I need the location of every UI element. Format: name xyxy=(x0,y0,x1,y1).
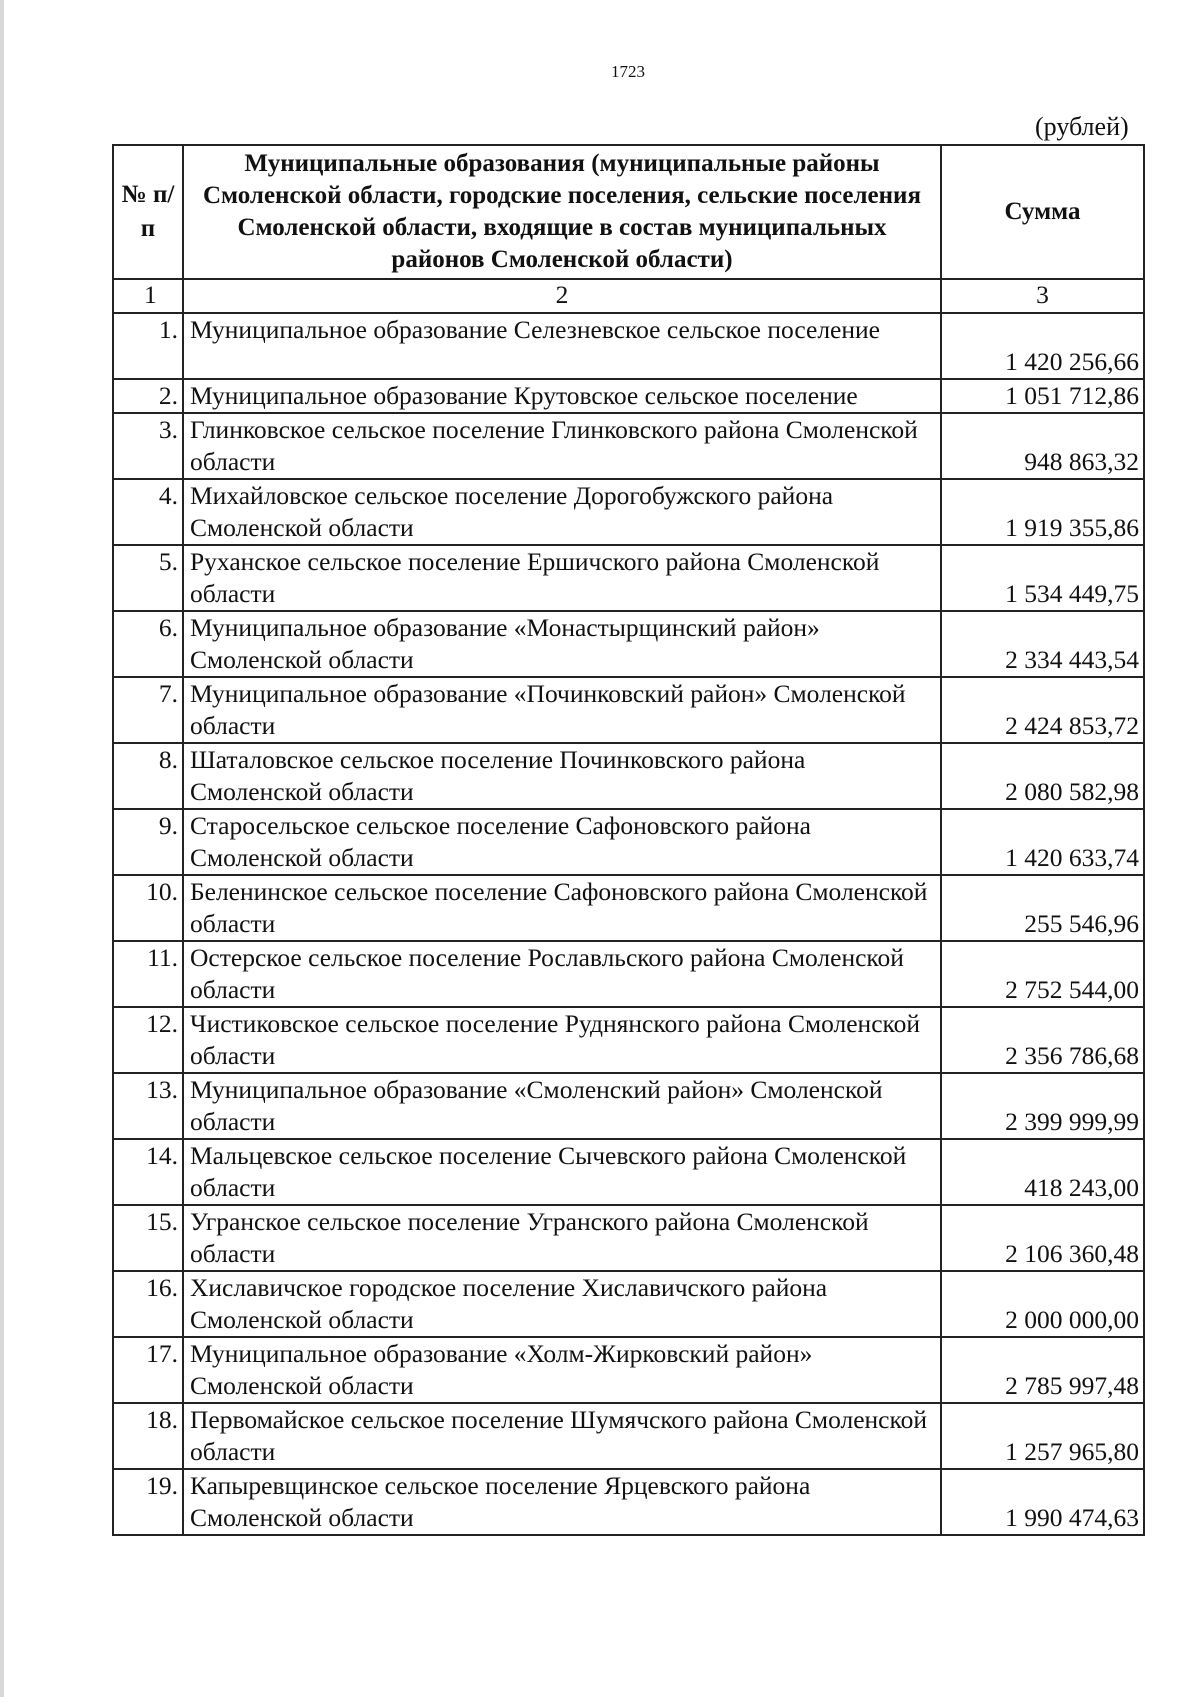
table-row xyxy=(113,413,1144,479)
row-amount: 2 752 544,00 xyxy=(941,941,1144,1007)
row-number: 11. xyxy=(113,941,183,1007)
row-number: 15. xyxy=(113,1205,183,1271)
row-number: 14. xyxy=(113,1139,183,1205)
table-row xyxy=(113,1469,1144,1535)
row-amount: 1 051 712,86 xyxy=(941,379,1144,413)
column-numbers-row xyxy=(113,279,1144,313)
row-amount: 1 257 965,80 xyxy=(941,1403,1144,1469)
page-number: 1723 xyxy=(611,62,645,81)
table-row xyxy=(113,1007,1144,1073)
row-amount: 2 424 853,72 xyxy=(941,677,1144,743)
row-number: 16. xyxy=(113,1271,183,1337)
table-row xyxy=(113,809,1144,875)
header-number: № п/п xyxy=(113,145,183,279)
table-row xyxy=(113,941,1144,1007)
unit-note: (рублей) xyxy=(1035,112,1129,141)
row-amount: 2 334 443,54 xyxy=(941,611,1144,677)
column-number-2: 2 xyxy=(183,279,941,313)
row-amount: 2 356 786,68 xyxy=(941,1007,1144,1073)
row-amount: 1 919 355,86 xyxy=(941,479,1144,545)
row-number: 2. xyxy=(113,379,183,413)
header-sum: Сумма xyxy=(941,145,1144,279)
column-number-3: 3 xyxy=(941,279,1144,313)
row-municipality-name: Остерское сельское поселение Рославльского района Смоленской области xyxy=(183,941,941,1007)
row-municipality-name: Руханское сельское поселение Ершичского района Смоленской области xyxy=(183,545,941,611)
column-number-1: 1 xyxy=(113,279,183,313)
row-municipality-name: Глинковское сельское поселение Глинковского района Смоленской области xyxy=(183,413,941,479)
row-number: 6. xyxy=(113,611,183,677)
row-amount: 2 000 000,00 xyxy=(941,1271,1144,1337)
row-municipality-name: Чистиковское сельское поселение Руднянского района Смоленской области xyxy=(183,1007,941,1073)
row-municipality-name: Старосельское сельское поселение Сафоновского района Смоленской области xyxy=(183,809,941,875)
row-number: 3. xyxy=(113,413,183,479)
row-number: 13. xyxy=(113,1073,183,1139)
row-number: 19. xyxy=(113,1469,183,1535)
table-row xyxy=(113,313,1144,379)
subsidy-table xyxy=(112,144,1145,1536)
row-amount: 1 420 256,66 xyxy=(941,313,1144,379)
row-amount: 1 534 449,75 xyxy=(941,545,1144,611)
table-row xyxy=(113,1139,1144,1205)
row-amount: 1 990 474,63 xyxy=(941,1469,1144,1535)
table-row xyxy=(113,611,1144,677)
row-amount: 418 243,00 xyxy=(941,1139,1144,1205)
table-row xyxy=(113,1205,1144,1271)
row-municipality-name: Муниципальное образование «Починковский район» Смоленской области xyxy=(183,677,941,743)
row-municipality-name: Муниципальное образование «Смоленский район» Смоленской области xyxy=(183,1073,941,1139)
row-number: 1. xyxy=(113,313,183,379)
row-number: 4. xyxy=(113,479,183,545)
row-number: 17. xyxy=(113,1337,183,1403)
row-municipality-name: Мальцевское сельское поселение Сычевского района Смоленской области xyxy=(183,1139,941,1205)
row-number: 7. xyxy=(113,677,183,743)
table-row xyxy=(113,1073,1144,1139)
row-number: 5. xyxy=(113,545,183,611)
row-municipality-name: Муниципальное образование Крутовское сельское поселение xyxy=(183,379,941,413)
table-row xyxy=(113,545,1144,611)
row-municipality-name: Шаталовское сельское поселение Починковского района Смоленской области xyxy=(183,743,941,809)
row-municipality-name: Хиславичское городское поселение Хиславичского района Смоленской области xyxy=(183,1271,941,1337)
table-row xyxy=(113,1403,1144,1469)
scan-edge xyxy=(0,0,4,1697)
row-number: 10. xyxy=(113,875,183,941)
row-municipality-name: Беленинское сельское поселение Сафоновского района Смоленской области xyxy=(183,875,941,941)
table-header-row xyxy=(113,145,1144,279)
row-number: 9. xyxy=(113,809,183,875)
row-municipality-name: Капыревщинское сельское поселение Ярцевского района Смоленской области xyxy=(183,1469,941,1535)
row-amount: 2 399 999,99 xyxy=(941,1073,1144,1139)
row-municipality-name: Угранское сельское поселение Угранского района Смоленской области xyxy=(183,1205,941,1271)
row-amount: 2 080 582,98 xyxy=(941,743,1144,809)
row-municipality-name: Муниципальное образование «Монастырщинский район» Смоленской области xyxy=(183,611,941,677)
row-number: 18. xyxy=(113,1403,183,1469)
table-row xyxy=(113,875,1144,941)
table-row xyxy=(113,743,1144,809)
table-row xyxy=(113,1337,1144,1403)
row-municipality-name: Муниципальное образование Селезневское сельское поселение xyxy=(183,313,941,379)
table-row xyxy=(113,1271,1144,1337)
row-municipality-name: Михайловское сельское поселение Дорогобужского района Смоленской области xyxy=(183,479,941,545)
table-row xyxy=(113,677,1144,743)
row-amount: 2 785 997,48 xyxy=(941,1337,1144,1403)
table-row xyxy=(113,379,1144,413)
row-amount: 2 106 360,48 xyxy=(941,1205,1144,1271)
header-name: Муниципальные образования (муниципальные районы Смоленской области, городские поселения, сельские поселения Смоленской области, входящие в состав муниципальных районов Смоленской области) xyxy=(183,145,941,279)
row-number: 12. xyxy=(113,1007,183,1073)
row-amount: 1 420 633,74 xyxy=(941,809,1144,875)
row-municipality-name: Муниципальное образование «Холм-Жирковский район» Смоленской области xyxy=(183,1337,941,1403)
row-number: 8. xyxy=(113,743,183,809)
row-municipality-name: Первомайское сельское поселение Шумячского района Смоленской области xyxy=(183,1403,941,1469)
table-row xyxy=(113,479,1144,545)
row-amount: 255 546,96 xyxy=(941,875,1144,941)
row-amount: 948 863,32 xyxy=(941,413,1144,479)
